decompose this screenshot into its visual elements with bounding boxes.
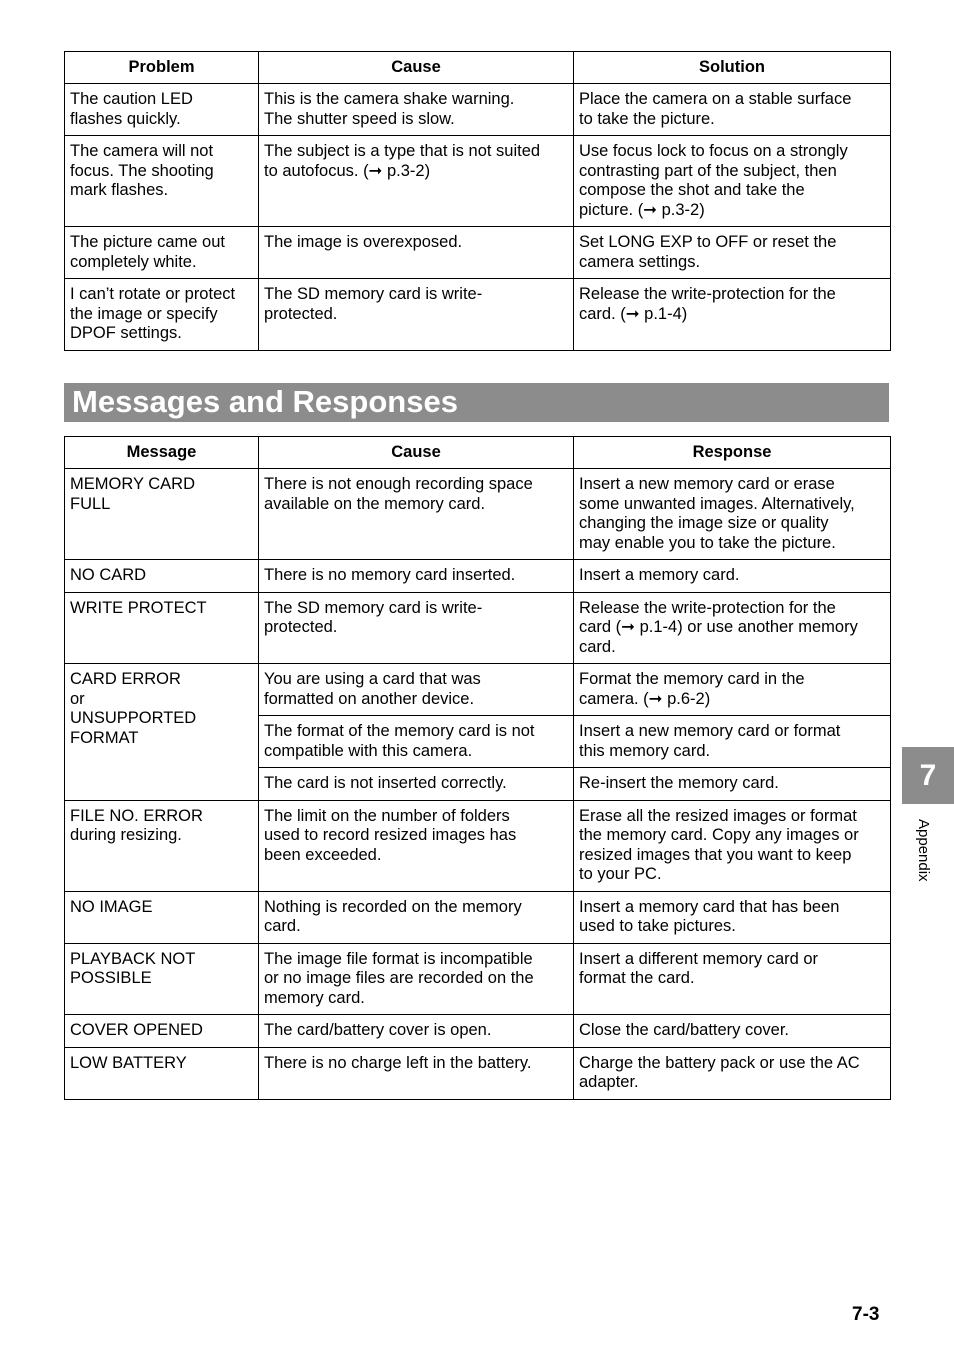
problem-cell: I can’t rotate or protect the image or specify DPOF settings. bbox=[65, 279, 259, 351]
table-row bbox=[65, 136, 891, 227]
message-cell: COVER OPENED bbox=[65, 1015, 259, 1048]
solution-cell: Use focus lock to focus on a strongly contrasting part of the subject, then compose the shot and take the picture. (➞ p.3-2) bbox=[574, 136, 891, 227]
table-row bbox=[65, 664, 891, 716]
cause-cell: The card/battery cover is open. bbox=[259, 1015, 574, 1048]
response-cell: Release the write-protection for the card (➞ p.1-4) or use another memory card. bbox=[574, 592, 891, 664]
message-cell: WRITE PROTECT bbox=[65, 592, 259, 664]
header-response: Response bbox=[574, 437, 891, 469]
problem-cell: The caution LED flashes quickly. bbox=[65, 84, 259, 136]
table-row bbox=[65, 279, 891, 351]
response-cell: Insert a different memory card or format the card. bbox=[574, 943, 891, 1015]
cause-cell: There is no charge left in the battery. bbox=[259, 1047, 574, 1099]
message-cell: MEMORY CARD FULL bbox=[65, 469, 259, 560]
problem-cell: The camera will not focus. The shooting mark flashes. bbox=[65, 136, 259, 227]
header-cause: Cause bbox=[259, 437, 574, 469]
table-row bbox=[65, 800, 891, 891]
cause-cell: There is not enough recording space available on the memory card. bbox=[259, 469, 574, 560]
cause-cell: This is the camera shake warning. The shutter speed is slow. bbox=[259, 84, 574, 136]
cause-cell: The limit on the number of folders used to record resized images has been exceeded. bbox=[259, 800, 574, 891]
cause-cell: The SD memory card is write- protected. bbox=[259, 279, 574, 351]
cause-cell: The format of the memory card is not compatible with this camera. bbox=[259, 716, 574, 768]
table-row bbox=[65, 1015, 891, 1048]
table-row bbox=[65, 84, 891, 136]
header-solution: Solution bbox=[574, 52, 891, 84]
cause-cell: The image is overexposed. bbox=[259, 227, 574, 279]
cause-cell: There is no memory card inserted. bbox=[259, 560, 574, 593]
problem-cell: The picture came out completely white. bbox=[65, 227, 259, 279]
cause-cell: The image file format is incompatible or no image files are recorded on the memory card. bbox=[259, 943, 574, 1015]
section-title: Messages and Responses bbox=[64, 383, 889, 422]
message-cell: FILE NO. ERROR during resizing. bbox=[65, 800, 259, 891]
table-row bbox=[65, 592, 891, 664]
cause-cell: You are using a card that was formatted on another device. bbox=[259, 664, 574, 716]
header-message: Message bbox=[65, 437, 259, 469]
solution-cell: Release the write-protection for the card. (➞ p.1-4) bbox=[574, 279, 891, 351]
response-cell: Erase all the resized images or format the memory card. Copy any images or resized images that you want to keep to your PC. bbox=[574, 800, 891, 891]
table-header-row bbox=[65, 437, 891, 469]
side-label: Appendix bbox=[915, 819, 932, 882]
header-cause: Cause bbox=[259, 52, 574, 84]
cause-cell: Nothing is recorded on the memory card. bbox=[259, 891, 574, 943]
message-cell: PLAYBACK NOT POSSIBLE bbox=[65, 943, 259, 1015]
chapter-tab: 7 bbox=[902, 747, 954, 804]
solution-cell: Place the camera on a stable surface to take the picture. bbox=[574, 84, 891, 136]
response-cell: Format the memory card in the camera. (➞ p.6-2) bbox=[574, 664, 891, 716]
message-cell: CARD ERROR or UNSUPPORTED FORMAT bbox=[65, 664, 259, 801]
table-row bbox=[65, 227, 891, 279]
response-cell: Charge the battery pack or use the AC adapter. bbox=[574, 1047, 891, 1099]
table-row bbox=[65, 891, 891, 943]
table-row bbox=[65, 469, 891, 560]
table-row bbox=[65, 943, 891, 1015]
response-cell: Insert a new memory card or format this memory card. bbox=[574, 716, 891, 768]
table-header-row bbox=[65, 52, 891, 84]
header-problem: Problem bbox=[65, 52, 259, 84]
cause-cell: The subject is a type that is not suited to autofocus. (➞ p.3-2) bbox=[259, 136, 574, 227]
troubleshooting-table bbox=[64, 51, 891, 351]
response-cell: Re-insert the memory card. bbox=[574, 768, 891, 801]
cause-cell: The SD memory card is write- protected. bbox=[259, 592, 574, 664]
message-cell: NO IMAGE bbox=[65, 891, 259, 943]
response-cell: Insert a new memory card or erase some unwanted images. Alternatively, changing the image size or quality may enable you to take the picture. bbox=[574, 469, 891, 560]
solution-cell: Set LONG EXP to OFF or reset the camera settings. bbox=[574, 227, 891, 279]
response-cell: Insert a memory card. bbox=[574, 560, 891, 593]
table-row bbox=[65, 560, 891, 593]
table-row bbox=[65, 1047, 891, 1099]
response-cell: Insert a memory card that has been used to take pictures. bbox=[574, 891, 891, 943]
message-cell: LOW BATTERY bbox=[65, 1047, 259, 1099]
message-cell: NO CARD bbox=[65, 560, 259, 593]
response-cell: Close the card/battery cover. bbox=[574, 1015, 891, 1048]
cause-cell: The card is not inserted correctly. bbox=[259, 768, 574, 801]
page-number: 7-3 bbox=[852, 1304, 880, 1325]
messages-table bbox=[64, 436, 891, 1100]
